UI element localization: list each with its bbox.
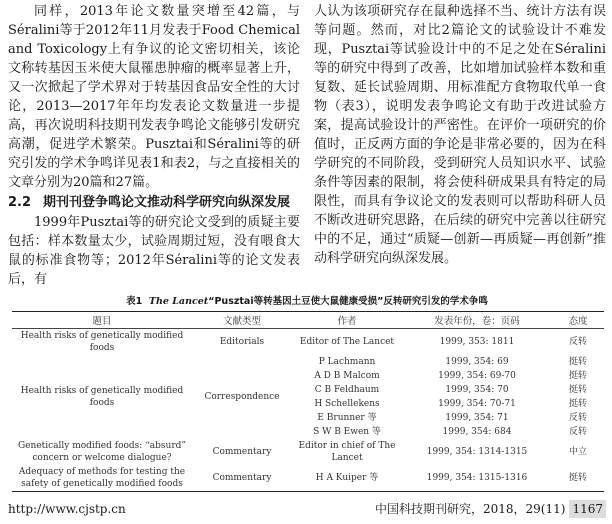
cell-attitude: 挺转 — [568, 357, 587, 367]
table-caption — [8, 295, 606, 308]
paragraph: 人认为该项研究存在鼠种选择不当、统计方法有误等问题。然而，对比2篇论文的试验设计不难发现，Pusztai等试验设计中的不足之处在Séralini等的研究中得到了改善，比如增加试验样本数和重复数、延长试验周期、用标准配方食物取代单一食物（表3），说明发表争鸣论文有助于改进试验方案，提高试验设计的严密性。在评价一项研究的价值时，正反两方面的争论是非常必要的，因为在科学研究的不同阶段，受到研究人员知识水平、试验条件等因素的限制，将会使科研成果具有特定的局限性，而具有争议论文的发表则可以帮助科研人员不断改进研究思路，在后续的研究中完善以往研究中的不足，通过“质疑—创新—再质疑—再创新”推动科学研究向纵深发展。 — [314, 4, 606, 266]
cell-author: C B Feldhaum — [314, 385, 380, 395]
cell-type: Commentary — [212, 473, 272, 483]
cell-type: Correspondence — [204, 392, 280, 402]
cell-attitude: 挺转 — [568, 473, 587, 483]
header-type: 文献类型 — [192, 312, 292, 329]
cell-author: E Brunner 等 — [317, 413, 377, 423]
cell-pub: 1999, 354: 684 — [442, 427, 512, 437]
cell-attitude: 反转 — [568, 337, 587, 347]
table-row — [12, 355, 604, 369]
cell-attitude: 中立 — [568, 447, 587, 457]
cell-pub: 1999, 354: 70-71 — [438, 399, 516, 409]
cell-attitude: 反转 — [568, 427, 587, 437]
header-author: 作者 — [292, 312, 402, 329]
paragraph: 同样，2013年论文数量突增至42篇，与Séralini等于2012年11月发表于Food Chemical and Toxicology上有争议的论文密切相关，该论文称转基因玉米使大鼠罹患肿瘤的概率显著上升，又一次掀起了学术界对于转基因食品安全性的大讨论，2013—2017年年均发表论文数量进一步提高，再次说明科技期刊发表争鸣论文能够引发研究高潮，促进学术繁荣。Pusztai和Séralini等的研究引发的学术争鸣详见表1和表2，与之直接相关的文章分别为20篇和27篇。 — [8, 4, 300, 190]
cell-author: P Lachmann — [318, 357, 376, 367]
table-header-row — [12, 312, 604, 329]
caption-text: “Pusztai等转基因土豆使大鼠健康受损”反转研究引发的学术争鸣 — [208, 296, 488, 307]
cell-attitude: 反转 — [568, 413, 587, 423]
cell-author: Editor in chief of The Lancet — [298, 441, 396, 463]
cell-author: H Schellekens — [314, 399, 380, 409]
cell-pub: 1999, 354: 69 — [445, 357, 509, 367]
paragraph: 1999年Pusztai等的研究论文受到的质疑主要包括：样本数量太少，试验周期过短，没有喂食大鼠的标准食物等；2012年Séralini等的论文发表后，有 — [8, 215, 300, 287]
cell-author: H A Kuiper 等 — [315, 473, 379, 483]
table-row — [12, 465, 604, 492]
page-number: 1167 — [569, 500, 606, 518]
left-column — [8, 2, 300, 289]
cell-author: S W B Ewen 等 — [313, 427, 381, 437]
cell-title: Adequacy of methods for testing the safety of genetically modified foods — [18, 467, 186, 489]
cell-pub: 1999, 354: 1315-1316 — [426, 473, 528, 483]
cell-pub: 1999, 353: 1811 — [439, 337, 515, 347]
journal-citation: 中国科技期刊研究，2018，29(11) — [375, 502, 566, 516]
cell-author: A D B Malcom — [314, 371, 380, 381]
cell-attitude: 挺转 — [568, 399, 587, 409]
cell-pub: 1999, 354: 69-70 — [438, 371, 516, 381]
footer-url[interactable]: http://www.cjstp.cn — [8, 502, 126, 516]
cell-type: Commentary — [212, 447, 272, 457]
footer-info — [375, 500, 606, 518]
cell-attitude: 挺转 — [568, 385, 587, 395]
header-pub: 发表年份，卷：页码 — [402, 312, 552, 329]
section-number: 2.2 — [8, 195, 32, 210]
table-number: 表1 — [126, 296, 143, 307]
cell-attitude: 挺转 — [568, 371, 587, 381]
body-columns — [8, 2, 606, 289]
right-column — [314, 2, 606, 268]
table-row — [12, 329, 604, 356]
cell-title: Genetically modified foods: “absurd” concern or welcome dialogue? — [17, 441, 187, 463]
table-row — [12, 439, 604, 465]
cell-title: Health risks of genetically modified foods — [20, 386, 184, 408]
section-heading — [8, 193, 300, 212]
cell-pub: 1999, 354: 71 — [445, 413, 509, 423]
header-attitude: 态度 — [552, 312, 604, 329]
journal-name: The Lancet — [148, 296, 209, 307]
cell-pub: 1999, 354: 70 — [445, 385, 509, 395]
cell-title: Health risks of genetically modified foods — [20, 331, 184, 353]
cell-type: Editorials — [219, 337, 265, 347]
cell-author: Editor of The Lancet — [299, 337, 395, 347]
dispute-table — [12, 311, 604, 492]
footer — [8, 500, 606, 518]
section-title: 期刊刊登争鸣论文推动科学研究向纵深发展 — [43, 195, 291, 210]
cell-pub: 1999, 354: 1314-1315 — [426, 447, 528, 457]
header-title: 题目 — [12, 312, 192, 329]
